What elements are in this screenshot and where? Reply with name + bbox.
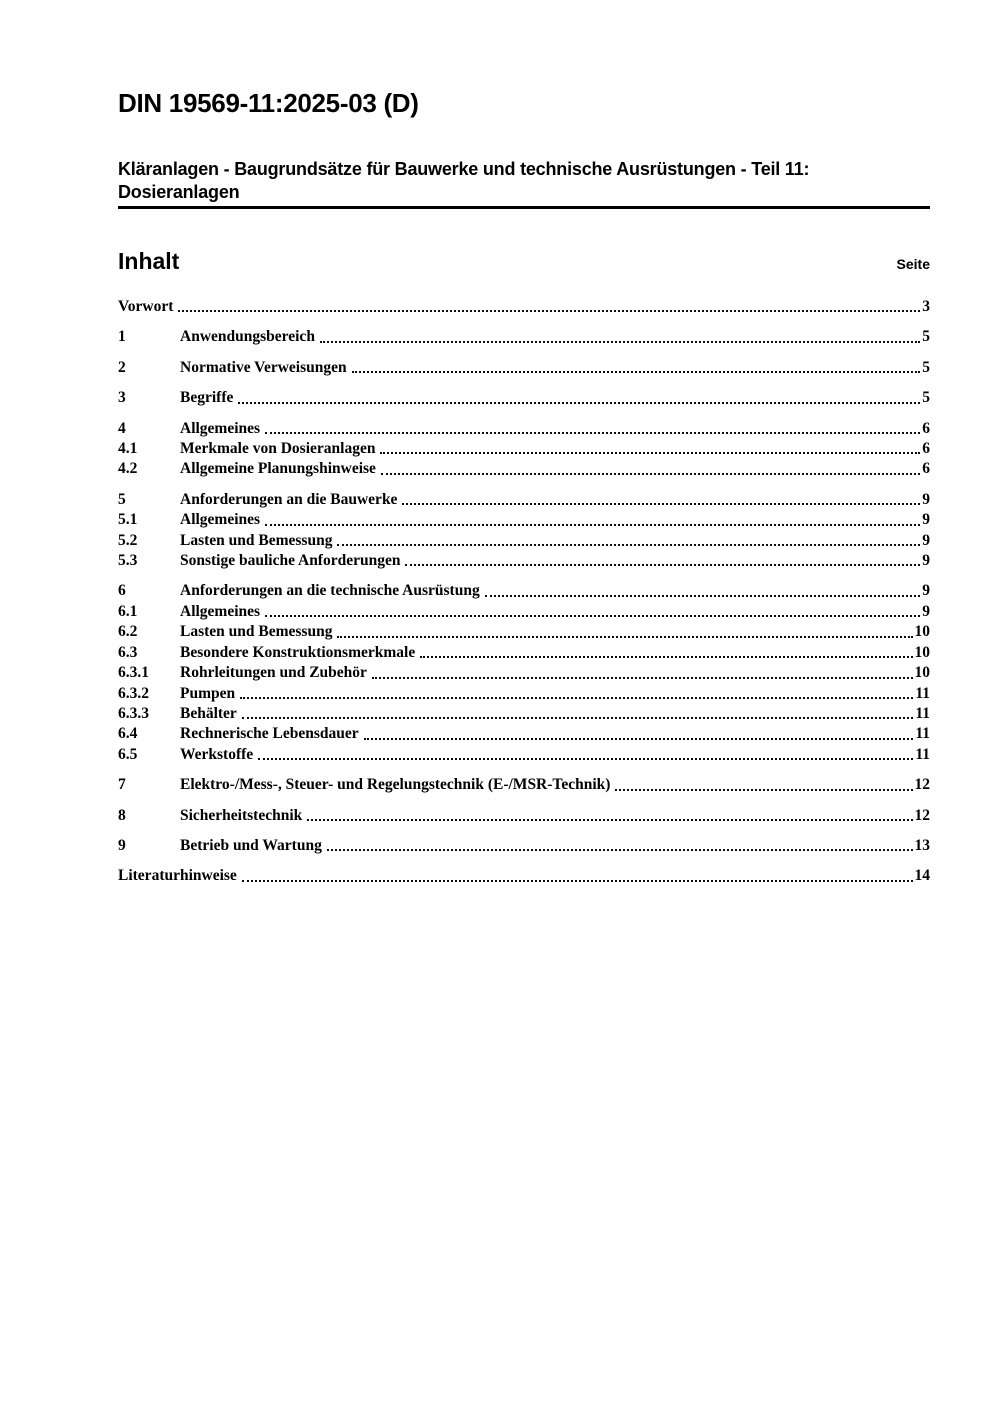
toc-entry-page: 3: [922, 298, 930, 315]
toc-entry-number: 8: [118, 806, 126, 824]
toc-entry-number: 7: [118, 776, 126, 794]
toc-entry-page: 6: [922, 460, 930, 478]
toc-entry-label: Rechnerische Lebensdauer: [180, 725, 359, 743]
dot-leader: [337, 544, 920, 546]
toc-entry-number: 6.3.2: [118, 684, 149, 702]
dot-leader: [402, 503, 920, 505]
dot-leader: [265, 524, 920, 526]
toc-entry-number: 5.3: [118, 552, 138, 570]
toc-entry-label: Allgemeines: [180, 511, 261, 529]
toc-entry-label: Elektro-/Mess-, Steuer- und Regelungstechnik (E-/MSR-Technik): [180, 776, 611, 794]
toc-page-column-label: Seite: [896, 256, 930, 272]
toc-entry[interactable]: [118, 663, 930, 683]
toc-heading: Inhalt: [118, 248, 180, 274]
dot-leader: [258, 758, 913, 760]
dot-leader: [265, 615, 920, 617]
toc-entry-page: 5: [922, 358, 930, 376]
toc-entry[interactable]: [118, 622, 930, 642]
toc-entry-number: 9: [118, 836, 126, 854]
doc-title: [118, 158, 930, 204]
toc-entry-page: 6: [922, 419, 930, 437]
toc-entry[interactable]: [118, 419, 930, 439]
toc-entry[interactable]: [118, 684, 930, 704]
toc-entry-label: Vorwort: [118, 298, 174, 315]
toc-entry-page: 11: [915, 745, 930, 763]
toc-entry-label: Allgemeines: [180, 602, 261, 620]
dot-leader: [242, 880, 913, 882]
dot-leader: [240, 697, 913, 699]
toc-entry-number: 6.3: [118, 643, 138, 661]
toc-entry-label: Behälter: [180, 704, 237, 722]
toc-entry-number: 6.5: [118, 745, 138, 763]
toc-entry-number: 6.3.3: [118, 704, 149, 722]
toc-entry-number: 6.3.1: [118, 664, 149, 682]
toc-entry-label: Anwendungsbereich: [180, 328, 315, 346]
table-of-contents: [118, 297, 930, 887]
toc-entry-label: Werkstoffe: [180, 745, 254, 763]
toc-entry-label: Sonstige bauliche Anforderungen: [180, 552, 401, 570]
dot-leader: [380, 452, 920, 454]
toc-entry[interactable]: [118, 724, 930, 744]
doc-title-line1: Kläranlagen - Baugrundsätze für Bauwerke und technische Ausrüstungen - Teil 11:: [118, 159, 810, 179]
toc-entry-label: Rohrleitungen und Zubehör: [180, 664, 367, 682]
toc-entry-page: 9: [922, 602, 930, 620]
toc-entry[interactable]: [118, 297, 930, 317]
toc-entry-number: 6.4: [118, 725, 138, 743]
toc-entry-number: 6: [118, 582, 126, 600]
toc-entry-page: 12: [914, 806, 930, 824]
toc-entry-label: Besondere Konstruktionsmerkmale: [180, 643, 416, 661]
toc-entry-page: 12: [914, 776, 930, 794]
toc-entry-label: Literaturhinweise: [118, 867, 237, 885]
dot-leader: [420, 656, 912, 658]
toc-entry-label: Begriffe: [180, 389, 234, 407]
dot-leader: [307, 819, 912, 821]
toc-entry[interactable]: [118, 775, 930, 795]
toc-entry[interactable]: [118, 388, 930, 408]
toc-entry-page: 9: [922, 582, 930, 600]
dot-leader: [238, 402, 920, 404]
toc-entry-number: 4.1: [118, 440, 138, 458]
dot-leader: [381, 473, 920, 475]
toc-entry[interactable]: [118, 806, 930, 826]
toc-entry[interactable]: [118, 704, 930, 724]
toc-entry[interactable]: [118, 510, 930, 530]
toc-entry-number: 2: [118, 358, 126, 376]
dot-leader: [352, 371, 921, 373]
toc-entry-label: Merkmale von Dosieranlagen: [180, 440, 376, 458]
toc-entry-page: 10: [914, 623, 930, 641]
toc-entry-label: Betrieb und Wartung: [180, 836, 322, 854]
dot-leader: [320, 341, 920, 343]
toc-entry-page: 9: [922, 511, 930, 529]
title-divider-rule: [118, 206, 930, 209]
dot-leader: [372, 677, 913, 679]
toc-entry-number: 4.2: [118, 460, 138, 478]
toc-entry-number: 5: [118, 490, 126, 508]
toc-entry[interactable]: [118, 551, 930, 571]
toc-entry-page: 10: [914, 643, 930, 661]
toc-entry[interactable]: [118, 836, 930, 856]
toc-entry-number: 3: [118, 389, 126, 407]
toc-entry[interactable]: [118, 439, 930, 459]
dot-leader: [265, 432, 920, 434]
toc-entry-label: Allgemeines: [180, 419, 261, 437]
dot-leader: [405, 564, 920, 566]
toc-entry-page: 6: [922, 440, 930, 458]
dot-leader: [337, 636, 912, 638]
toc-entry[interactable]: [118, 490, 930, 510]
toc-entry-number: 5.2: [118, 531, 138, 549]
toc-entry-page: 14: [914, 867, 930, 885]
toc-entry-label: Allgemeine Planungshinweise: [180, 460, 376, 478]
toc-entry-page: 9: [922, 490, 930, 508]
toc-entry-label: Sicherheitstechnik: [180, 806, 303, 824]
doc-number: DIN 19569-11:2025-03 (D): [118, 88, 419, 118]
dot-leader: [327, 849, 913, 851]
toc-entry[interactable]: [118, 866, 930, 886]
toc-entry-page: 10: [914, 664, 930, 682]
toc-entry-page: 9: [922, 552, 930, 570]
toc-entry-number: 6.1: [118, 602, 138, 620]
toc-entry[interactable]: [118, 459, 930, 479]
dot-leader: [178, 310, 920, 312]
toc-entry-page: 11: [915, 725, 930, 743]
toc-entry-page: 9: [922, 531, 930, 549]
toc-entry[interactable]: [118, 745, 930, 765]
dot-leader: [364, 738, 914, 740]
toc-entry-number: 5.1: [118, 511, 138, 529]
dot-leader: [485, 595, 921, 597]
toc-header: [118, 248, 930, 275]
dot-leader: [242, 717, 914, 719]
dot-leader: [615, 789, 912, 791]
toc-entry-label: Anforderungen an die Bauwerke: [180, 490, 398, 508]
toc-entry[interactable]: [118, 531, 930, 551]
toc-entry-page: 11: [915, 704, 930, 722]
page-content: [118, 0, 930, 887]
toc-entry-page: 13: [914, 836, 930, 854]
toc-entry-label: Anforderungen an die technische Ausrüstung: [180, 582, 480, 600]
toc-entry-number: 6.2: [118, 623, 138, 641]
toc-entry[interactable]: [118, 602, 930, 622]
toc-entry[interactable]: [118, 327, 930, 347]
toc-entry-page: 5: [922, 389, 930, 407]
toc-entry-label: Lasten und Bemessung: [180, 623, 333, 641]
toc-entry-page: 5: [922, 328, 930, 346]
toc-entry[interactable]: [118, 358, 930, 378]
toc-entry-number: 1: [118, 328, 126, 346]
toc-entry[interactable]: [118, 643, 930, 663]
toc-entry-label: Lasten und Bemessung: [180, 531, 333, 549]
toc-entry[interactable]: [118, 581, 930, 601]
toc-entry-number: 4: [118, 419, 126, 437]
toc-entry-page: 11: [915, 684, 930, 702]
toc-entry-label: Pumpen: [180, 684, 236, 702]
toc-entry-label: Normative Verweisungen: [180, 358, 347, 376]
doc-title-line2: Dosieranlagen: [118, 182, 240, 202]
